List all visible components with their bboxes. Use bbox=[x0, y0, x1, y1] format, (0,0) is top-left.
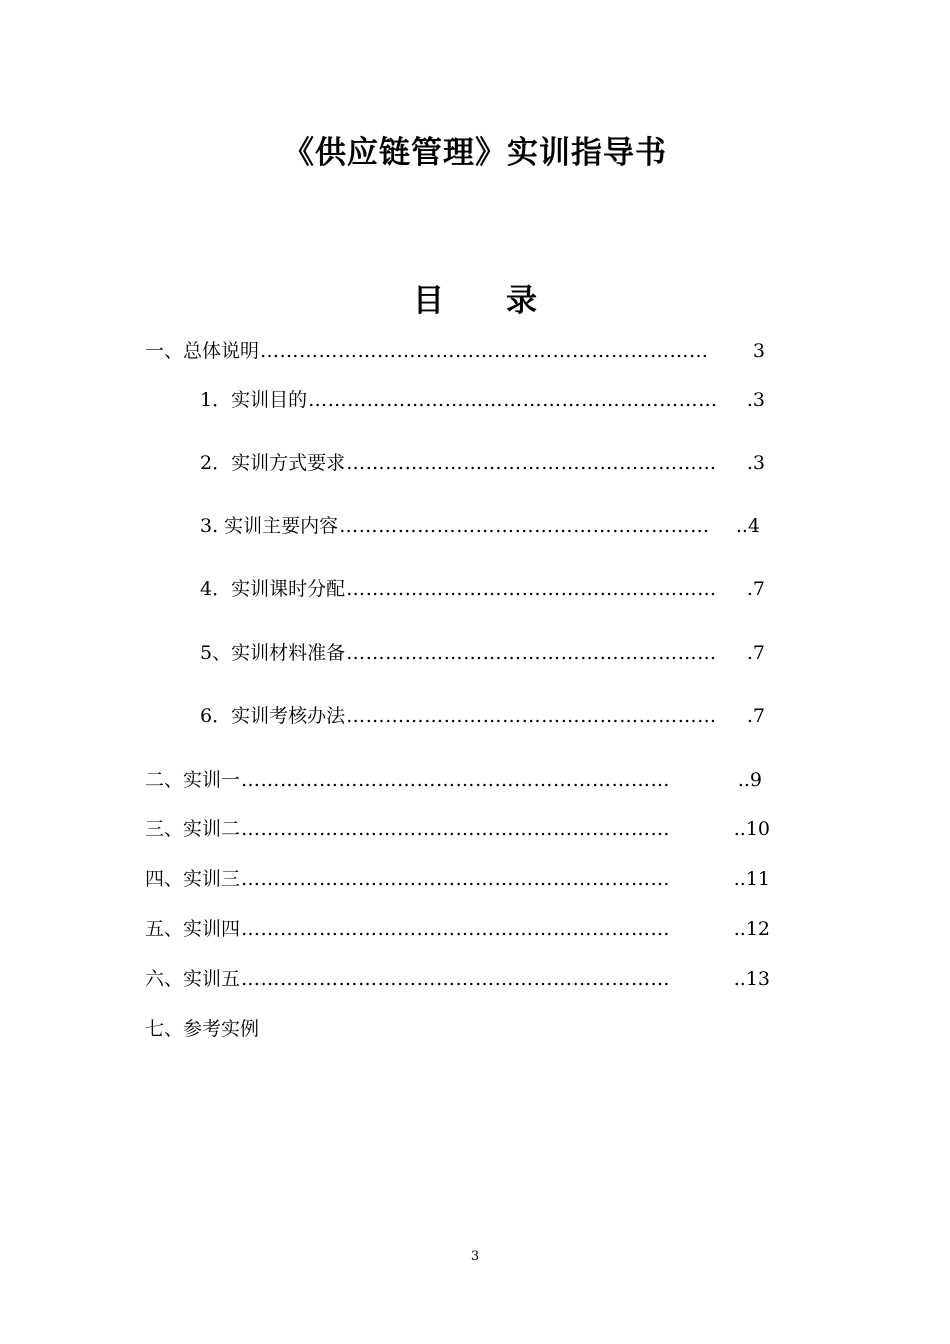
toc-entry-label: 6．实训考核办法 bbox=[200, 705, 346, 727]
toc-page-number: ..11 bbox=[733, 868, 770, 890]
toc-dot-leader: ………………………………………………………… bbox=[241, 968, 671, 990]
toc-heading bbox=[0, 281, 950, 321]
toc-entry-training-2[interactable] bbox=[145, 816, 770, 842]
toc-entry-label: 一、总体说明 bbox=[145, 340, 260, 362]
toc-heading-char-2: 录 bbox=[506, 283, 537, 319]
toc-entry-label: 2．实训方式要求 bbox=[200, 452, 346, 474]
toc-entry-assessment[interactable] bbox=[200, 703, 765, 729]
toc-heading-char-1: 目 bbox=[413, 283, 444, 319]
toc-entry-label: 1．实训目的 bbox=[200, 389, 308, 411]
toc-entry-training-1[interactable] bbox=[145, 767, 762, 793]
toc-entry-training-4[interactable] bbox=[145, 916, 770, 942]
toc-entry-label: 六、实训五 bbox=[145, 968, 241, 990]
toc-entry-label: 四、实训三 bbox=[145, 868, 241, 890]
toc-page-number: ..10 bbox=[733, 818, 770, 840]
toc-entry-materials[interactable] bbox=[200, 640, 765, 666]
toc-page-number: ..9 bbox=[737, 769, 762, 791]
toc-dot-leader: ………………………………………………………… bbox=[241, 818, 671, 840]
toc-dot-leader: ………………………………………………………… bbox=[241, 769, 671, 791]
toc-entry-label: 4．实训课时分配 bbox=[200, 578, 346, 600]
toc-entry-hours[interactable] bbox=[200, 576, 765, 602]
toc-entry-label: 五、实训四 bbox=[145, 918, 241, 940]
toc-dot-leader: ………………………………………………… bbox=[346, 642, 717, 664]
toc-page-number: ..4 bbox=[735, 515, 760, 537]
toc-entry-label: 3. 实训主要内容 bbox=[200, 515, 339, 537]
toc-entry-label: 三、实训二 bbox=[145, 818, 241, 840]
toc-entry-training-3[interactable] bbox=[145, 866, 770, 892]
toc-entry-content[interactable] bbox=[200, 513, 760, 539]
toc-dot-leader: ………………………………………………… bbox=[346, 705, 717, 727]
toc-entry-purpose[interactable] bbox=[200, 387, 765, 413]
toc-page-number: ..12 bbox=[733, 918, 770, 940]
toc-entry-method[interactable] bbox=[200, 450, 765, 476]
toc-entry-label: 七、参考实例 bbox=[145, 1018, 260, 1040]
toc-dot-leader: ………………………………………………………… bbox=[241, 918, 671, 940]
toc-page-number: .7 bbox=[746, 642, 765, 664]
toc-entry-label: 5、实训材料准备 bbox=[200, 642, 346, 664]
toc-page-number: ..13 bbox=[733, 968, 770, 990]
toc-dot-leader: ………………………………………………………… bbox=[241, 868, 671, 890]
toc-dot-leader: ………………………………………………… bbox=[339, 515, 710, 537]
toc-page-number: 3 bbox=[752, 340, 765, 362]
toc-page-number: .7 bbox=[746, 578, 765, 600]
document-title: 《供应链管理》实训指导书 bbox=[283, 135, 667, 171]
toc-page-number: .3 bbox=[746, 389, 765, 411]
toc-dot-leader: ………………………………………………… bbox=[346, 578, 717, 600]
toc-entry-training-5[interactable] bbox=[145, 966, 770, 992]
toc-dot-leader: …………………………………………………………… bbox=[260, 340, 709, 362]
toc-entry-general[interactable] bbox=[145, 338, 765, 364]
toc-entry-examples[interactable] bbox=[145, 1016, 445, 1042]
toc-entry-label: 二、实训一 bbox=[145, 769, 241, 791]
page-number: 3 bbox=[470, 1249, 480, 1264]
toc-page-number: .3 bbox=[746, 452, 765, 474]
toc-dot-leader: ……………………………………………………… bbox=[308, 389, 718, 411]
toc-dot-leader: ………………………………………………… bbox=[346, 452, 717, 474]
toc-page-number: .7 bbox=[746, 705, 765, 727]
